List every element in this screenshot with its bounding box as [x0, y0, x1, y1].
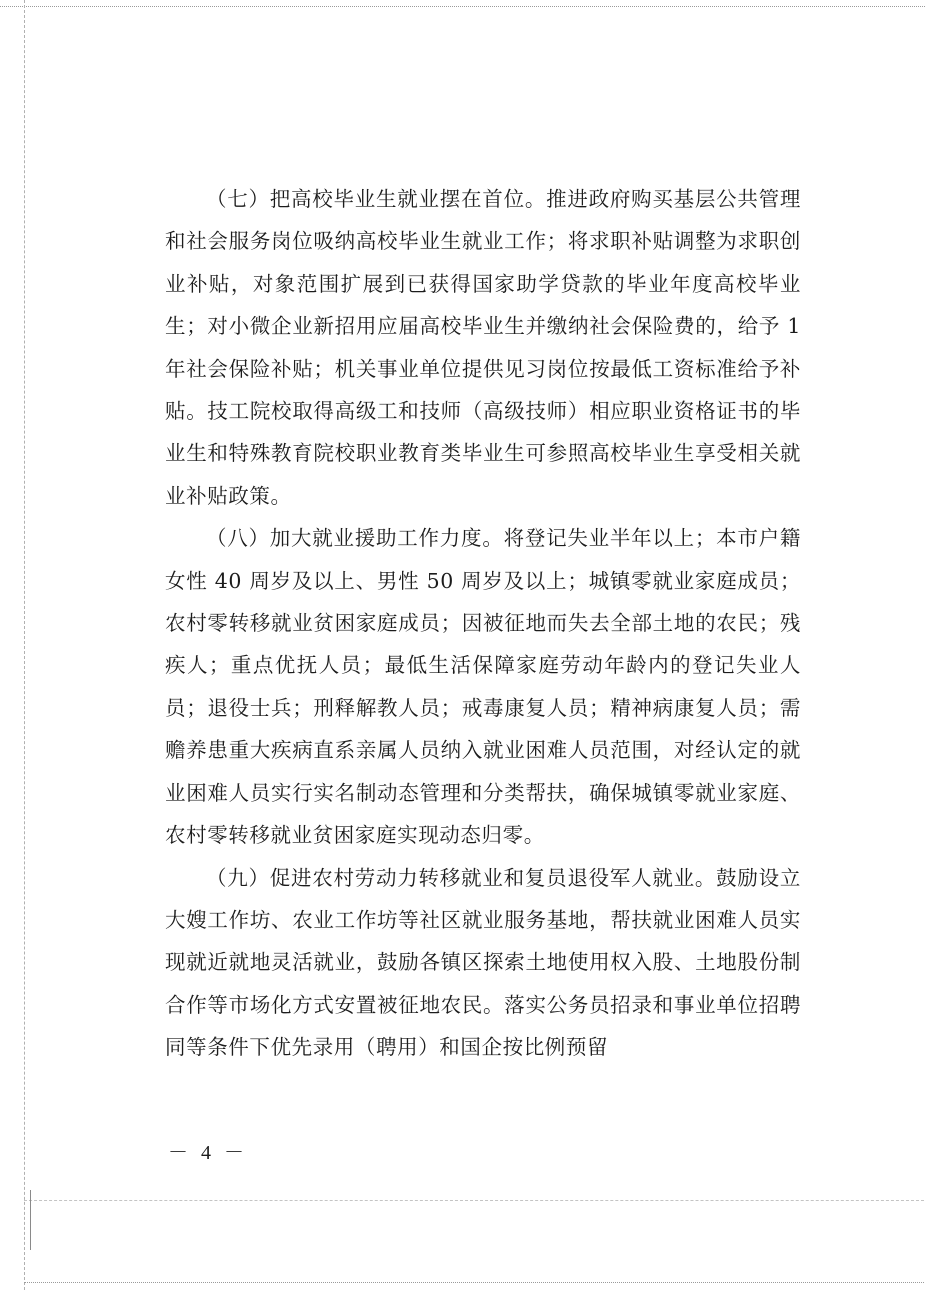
scan-edge-left — [24, 0, 25, 1290]
scan-mark — [30, 1190, 31, 1250]
paragraph-eight: （八）加大就业援助工作力度。将登记失业半年以上；本市户籍女性 40 周岁及以上、男性 50 周岁及以上；城镇零就业家庭成员；农村零转移就业贫困家庭成员；因被征地而失去全部土地的农民；残疾人；重点优抚人员；最低生活保障家庭劳动年龄内的登记失业人员；退役士兵；刑释解教人员；戒毒康复人员；精神病康复人员；需赡养患重大疾病直系亲属人员纳入就业困难人员范围，对经认定的就业困难人员实行实名制动态管理和分类帮扶，确保城镇零就业家庭、农村零转移就业贫困家庭实现动态归零。 — [165, 526, 801, 848]
paragraph-seven: （七）把高校毕业生就业摆在首位。推进政府购买基层公共管理和社会服务岗位吸纳高校毕业生就业工作；将求职补贴调整为求职创业补贴，对象范围扩展到已获得国家助学贷款的毕业年度高校毕业生；对小微企业新招用应届高校毕业生并缴纳社会保险费的，给予 1 年社会保险补贴；机关事业单位提供见习岗位按最低工资标准给予补贴。技工院校取得高级工和技师（高级技师）相应职业资格证书的毕业生和特殊教育院校职业教育类毕业生可参照高校毕业生享受相关就业补贴政策。 — [165, 187, 801, 508]
scan-rule — [24, 1200, 924, 1201]
document-body — [165, 178, 801, 1069]
scan-edge-bottom — [24, 1282, 924, 1283]
page-number: － 4 － — [168, 1142, 248, 1164]
paragraph-nine: （九）促进农村劳动力转移就业和复员退役军人就业。鼓励设立大嫂工作坊、农业工作坊等社区就业服务基地，帮扶就业困难人员实现就近就地灵活就业，鼓励各镇区探索土地使用权入股、土地股份制合作等市场化方式安置被征地农民。落实公务员招录和事业单位招聘同等条件下优先录用（聘用）和国企按比例预留 — [165, 865, 801, 1060]
scan-edge-top — [0, 6, 925, 7]
